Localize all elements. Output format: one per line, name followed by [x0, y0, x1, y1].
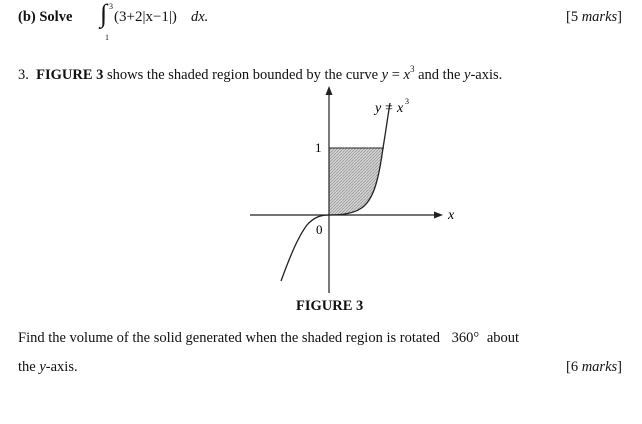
x-axis-arrow-icon	[434, 212, 443, 219]
instruction-about: about	[486, 330, 520, 346]
eq-exponent: 3	[409, 64, 415, 74]
question-3-marks	[566, 359, 622, 376]
part-b-label: (b) Solve	[18, 9, 73, 25]
question-text: shows the shaded region bounded by the curve	[107, 67, 379, 83]
integral-upper-limit: 3	[109, 2, 113, 11]
instruction-axis: y	[39, 359, 46, 375]
shaded-region	[329, 148, 383, 215]
integral-sign-icon: ∫	[100, 0, 108, 28]
rotation-angle: 360°	[451, 330, 480, 346]
instruction-line-1	[18, 330, 519, 347]
tick-label-one: 1	[315, 140, 322, 155]
instruction-line-2	[18, 359, 78, 376]
figure-caption: FIGURE 3	[296, 298, 364, 314]
x-axis-label: x	[448, 208, 455, 223]
figure-reference: FIGURE 3	[36, 67, 104, 83]
question-text-end: -axis.	[470, 67, 503, 83]
curve-label-eq: =	[385, 101, 393, 116]
curve-label-exponent: 3	[405, 97, 409, 106]
marks-word: marks	[581, 9, 618, 25]
eq-x: x	[403, 67, 410, 83]
marks-close: ]	[617, 9, 622, 25]
curve-label-x: x	[397, 101, 404, 116]
marks-word-2: marks	[581, 359, 618, 375]
integral-lower-limit: 1	[105, 33, 109, 42]
curve-label-y: y	[375, 101, 382, 116]
marks-close-2: ]	[617, 359, 622, 375]
y-axis-arrow-icon	[326, 86, 333, 95]
question-number: 3.	[18, 67, 29, 83]
question-text-2: and the	[418, 67, 461, 83]
eq-y: y	[381, 67, 389, 83]
eq-equals: =	[391, 67, 400, 83]
integrand: (3+2|x−1|)	[114, 9, 177, 25]
instruction-text: Find the volume of the solid generated when the shaded region is rotated	[18, 330, 441, 346]
instruction-the: the	[18, 359, 36, 375]
marks-open: [5	[565, 9, 579, 25]
marks-open-2: [6	[565, 359, 579, 375]
origin-label: 0	[316, 222, 323, 237]
question-axis: y	[464, 67, 471, 83]
dx-label: dx.	[191, 9, 209, 25]
instruction-end: -axis.	[45, 359, 78, 375]
